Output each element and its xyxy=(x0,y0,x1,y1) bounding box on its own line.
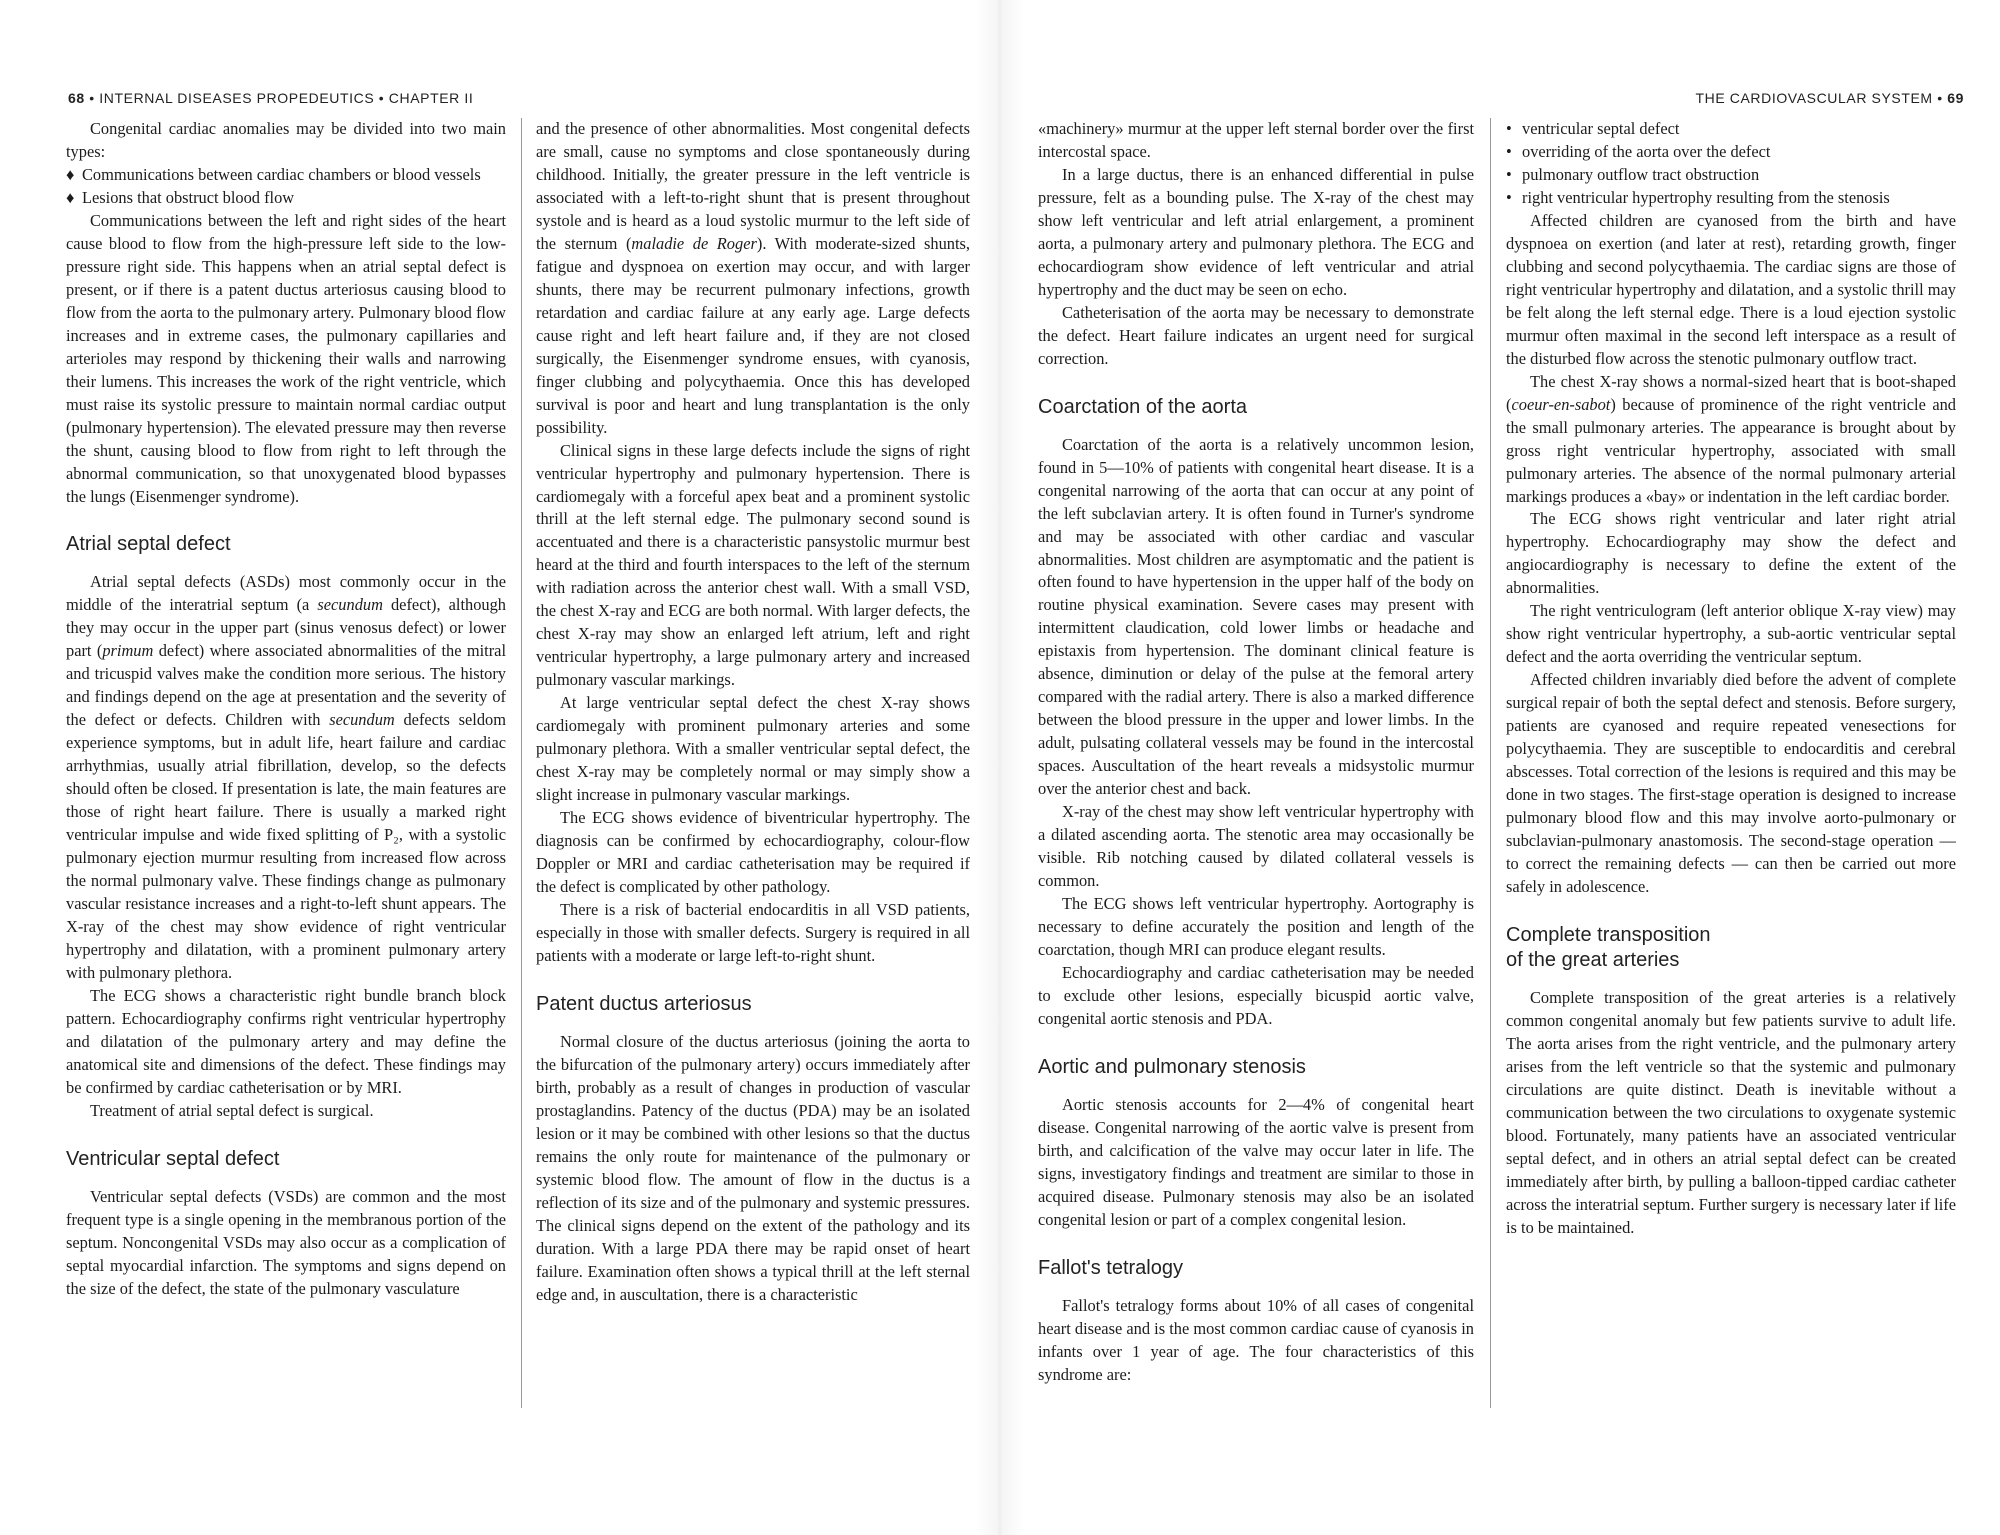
chapter-label: CHAPTER II xyxy=(388,90,474,106)
paragraph: At large ventricular septal defect the chest X-ray shows cardiomegaly with prominent pulmonary arteries and some pulmonary plethora. With a smaller ventricular septal defect, the chest X-ray may be completely normal or may simply show a slight increase in pulmonary vascular markings. xyxy=(536,693,970,805)
paragraph: Congenital cardiac anomalies may be divided into two main types: xyxy=(66,119,506,161)
page-number: 69 xyxy=(1947,90,1964,106)
running-head-separator: • xyxy=(378,90,385,106)
section-heading-ventricular-septal-defect: Ventricular septal defect xyxy=(66,1147,280,1170)
text-column-2 xyxy=(536,118,970,1523)
text-column-1 xyxy=(66,118,506,1523)
text-run: ). With moderate-sized shunts, fatigue and dyspnoea on exertion may occur, and with larger shunts, there may be recurrent pulmonary infections, growth retardation and cardiac failure at any early age. Large defects cause right and left heart failure and, if they are not closed surgically, the Eisenmenger syndrome ensues, with cyanosis, finger clubbing and polycythaemia. Once this has developed survival is poor and heart and lung transplantation is the only possibility. xyxy=(536,233,970,437)
list-item-text: pulmonary outflow tract obstruction xyxy=(1522,164,1760,184)
section-heading-atrial-septal-defect: Atrial septal defect xyxy=(66,533,231,556)
paragraph xyxy=(66,571,506,984)
list-item xyxy=(66,164,506,187)
paragraph: The ECG shows a characteristic right bundle branch block pattern. Echocardiography confirms right ventricular hypertrophy and dilatation of the pulmonary artery and may define the anatomical site and dimensions of the defect. These findings may be confirmed by cardiac catheterisation or by MRI. xyxy=(66,985,506,1097)
text-run: ) because of prominence of the right ventricle and the small pulmonary arteries. The appearance is brought about by gross right ventricular hypertrophy, associated with small pulmonary arteries. The absence of the normal pulmonary arterial markings produces a «bay» or indentation in the left cardiac border. xyxy=(1506,394,1956,506)
paragraph: X-ray of the chest may show left ventricular hypertrophy with a dilated ascending aorta. The stenotic area may occasionally be visible. Rib notching caused by dilated collateral vessels is common. xyxy=(1038,802,1474,891)
list-item xyxy=(1506,164,1956,187)
paragraph: «machinery» murmur at the upper left sternal border over the first intercostal space. xyxy=(1038,119,1474,161)
list-item-text: overriding of the aorta over the defect xyxy=(1522,141,1771,161)
list-item xyxy=(1506,141,1956,164)
paragraph xyxy=(1506,371,1956,509)
text-column-4 xyxy=(1506,118,1956,1523)
paragraph: Clinical signs in these large defects include the signs of right ventricular hypertrophy and pulmonary hypertension. There is cardiomegaly with a forceful apex beat and a prominent systolic thrill at the left sternal edge. The pulmonary second sound is accentuated and there is a characteristic pansystolic murmur best heard at the third and fourth interspaces to the left of the sternum with radiation across the anterior chest wall. With a small VSD, the chest X-ray and ECG are both normal. With larger defects, the chest X-ray may show an enlarged left atrium, left and right ventricular hypertrophy, a large pulmonary artery and increased pulmonary vascular markings. xyxy=(536,440,970,690)
heading-line: Complete transposition xyxy=(1506,923,1711,946)
text-run: and the presence of other abnormalities. Most congenital defects are small, cause no symptoms and close spontaneously during childhood. Initially, the greater pressure in the left ventricle is associated with a left-to-right shunt that is present throughout systole and is heard as a loud systolic murmur to the left side of the sternum ( xyxy=(536,119,970,253)
book-title: INTERNAL DISEASES PROPEDEUTICS xyxy=(99,90,375,106)
text-run: Atrial septal defects (ASDs) most commonly occur in the middle of the interatrial septum (a xyxy=(66,572,506,615)
heading-line: of the great arteries xyxy=(1506,948,1680,971)
running-head-right xyxy=(1695,90,1964,106)
section-heading-complete-transposition xyxy=(1506,923,1956,973)
dot-bullet-icon: • xyxy=(1506,119,1512,138)
fallot-characteristics-list xyxy=(1506,118,1956,210)
italic-term: secundum xyxy=(329,710,395,730)
section-heading-fallots-tetralogy: Fallot's tetralogy xyxy=(1038,1256,1183,1279)
italic-term: primum xyxy=(102,641,154,661)
paragraph: The ECG shows right ventricular and later right atrial hypertrophy. Echocardiography may show the defect and angiocardiography is necessary to define the extent of the abnormalities. xyxy=(1506,509,1956,598)
running-head-separator: • xyxy=(89,90,95,106)
running-head-left xyxy=(68,90,473,106)
column-divider xyxy=(521,118,522,1408)
dot-bullet-icon: • xyxy=(1506,187,1512,207)
diamond-bullet-icon: ♦ xyxy=(66,164,75,184)
paragraph: There is a risk of bacterial endocarditis in all VSD patients, especially in those with smaller defects. Surgery is required in all patients with a moderate or large left-to-right shunt. xyxy=(536,899,970,965)
paragraph: The ECG shows evidence of biventricular hypertrophy. The diagnosis can be confirmed by echocardiography, colour-flow Doppler or MRI and cardiac catheterisation may be required if the defect is complicated by other pathology. xyxy=(536,808,970,896)
section-heading-coarctation-of-the-aorta: Coarctation of the aorta xyxy=(1038,395,1248,418)
anomaly-types-list xyxy=(66,164,506,210)
paragraph: Affected children are cyanosed from the birth and have dyspnoea on exertion (and later at rest), retarding growth, finger clubbing and second polycythaemia. The cardiac signs are those of right ventricular hypertrophy and dilatation, and a systolic thrill may be felt along the left sternal edge. There is a loud ejection systolic murmur often maximal in the second left interspace as a result of the disturbed flow across the stenotic pulmonary outflow tract. xyxy=(1506,210,1956,368)
column-divider xyxy=(1490,118,1491,1408)
running-head-separator: • xyxy=(1937,90,1943,106)
paragraph: Echocardiography and cardiac catheterisation may be needed to exclude other lesions, especially bicuspid aortic valve, congenital aortic stenosis and PDA. xyxy=(1038,962,1474,1028)
dot-bullet-icon: • xyxy=(1506,164,1512,184)
paragraph: Normal closure of the ductus arteriosus (joining the aorta to the bifurcation of the pulmonary artery) occurs immediately after birth, probably as a result of changes in production of vascular prostaglandins. Patency of the ductus (PDA) may be an isolated lesion or it may be combined with other lesions so that the ductus remains the only route for maintenance of the pulmonary or systemic blood flow. The amount of flow in the ductus is a reflection of its size and of the pulmonary and systemic pressures. The clinical signs depend on the extent of the pathology and its duration. With a large PDA there may be rapid onset of heart failure. Examination often shows a typical thrill at the left sternal edge and, in auscultation, there is a characteristic xyxy=(536,1031,970,1304)
italic-term: maladie de Roger xyxy=(631,233,757,253)
text-run: The chest X-ray shows a normal-sized heart that is boot-shaped ( xyxy=(1506,371,1956,414)
text-run: defect) where associated abnormalities of the mitral and tricuspid valves make the condition more serious. The history and findings depend on the age at presentation and the severity of the defect or defects. Children with xyxy=(66,641,506,730)
paragraph: Ventricular septal defects (VSDs) are common and the most frequent type is a single opening in the membranous portion of the septum. Noncongenital VSDs may also occur as a complication of septal myocardial infarction. The symptoms and signs depend on the size of the defect, the state of the pulmonary vasculature xyxy=(66,1186,506,1298)
italic-term: secundum xyxy=(317,595,383,615)
page-number: 68 xyxy=(68,90,85,106)
paragraph: The right ventriculogram (left anterior oblique X-ray view) may show right ventricular hypertrophy, a sub-aortic ventricular septal defect and the aorta overriding the ventricular septum. xyxy=(1506,601,1956,667)
paragraph: Coarctation of the aorta is a relatively uncommon lesion, found in 5—10% of patients with congenital heart disease. It is a congenital narrowing of the aorta that can occur at any point of the left subclavian artery. It is often found in Turner's syndrome and may be associated with other cardiac and vascular abnormalities. Most children are asymptomatic and the patient is often found to have hypertension in the upper half of the body on routine physical examination. Severe cases may present with intermittent claudication, cold lower limbs or headache and epistaxis from hypertension. The dominant clinical feature is absence, diminution or delay of the pulse at the femoral artery compared with the radial artery. There is also a marked difference between the blood pressure in the upper and lower limbs. In the adult, pulsating collateral vessels may be found in the intercostal spaces. Auscultation of the heart reveals a midsystolic murmur over the anterior chest and back. xyxy=(1038,434,1474,799)
page-69 xyxy=(1000,0,2000,1535)
paragraph: The ECG shows left ventricular hypertrophy. Aortography is necessary to define accurately the position and length of the coarctation, though MRI can produce elegant results. xyxy=(1038,894,1474,959)
section-heading-patent-ductus-arteriosus: Patent ductus arteriosus xyxy=(536,992,752,1015)
list-item xyxy=(1506,187,1956,210)
text-run: defects seldom experience symptoms, but in adult life, heart failure and cardiac arrhythmias, usually atrial fibrillation, develop, so the defects should often be closed. If presentation is late, the main features are those of right heart failure. There is usually a marked right ventricular impulse and wide fixed splitting of P₂, with a systolic pulmonary ejection murmur resulting from increased flow across the normal pulmonary valve. These findings change as pulmonary vascular resistance increases and a right-to-left shunt appears. The X-ray of the chest may show evidence of right ventricular hypertrophy and dilatation, with a prominent pulmonary artery with pulmonary plethora. xyxy=(66,710,506,982)
section-heading-aortic-pulmonary-stenosis: Aortic and pulmonary stenosis xyxy=(1038,1055,1306,1078)
paragraph: Fallot's tetralogy forms about 10% of all cases of congenital heart disease and is the most common cardiac cause of cyanosis in infants over 1 year of age. The four characteristics of this syndrome are: xyxy=(1038,1295,1474,1384)
paragraph: Treatment of atrial septal defect is surgical. xyxy=(90,1100,374,1120)
list-item xyxy=(66,187,506,210)
list-item-text: Communications between cardiac chambers or blood vessels xyxy=(82,164,481,184)
text-column-3 xyxy=(1038,118,1474,1523)
dot-bullet-icon: • xyxy=(1506,141,1512,161)
diamond-bullet-icon: ♦ xyxy=(66,187,75,207)
paragraph: Affected children invariably died before the advent of complete surgical repair of both the septal defect and stenosis. Before surgery, patients are cyanosed and require repeated venesections for polycythaemia. They are susceptible to endocarditis and cerebral abscesses. Total correction of the lesions is required and this may be done in two stages. The first-stage operation is designed to increase pulmonary blood flow and this may involve aorto-pulmonary or subclavian-pulmonary anastomosis. The second-stage operation — to correct the remaining defects — can then be carried out more safely in adolescence. xyxy=(1506,670,1956,896)
italic-term: coeur-en-sabot xyxy=(1511,394,1611,414)
paragraph: In a large ductus, there is an enhanced differential in pulse pressure, felt as a bounding pulse. The X-ray of the chest may show left ventricular and left atrial enlargement, a prominent aorta, a pulmonary artery and pulmonary plethora. The ECG and echocardiogram show evidence of left ventricular and atrial hypertrophy and the duct may be seen on echo. xyxy=(1038,164,1474,299)
paragraph: Communications between the left and right sides of the heart cause blood to flow from the high-pressure left side to the low-pressure right side. This happens when an atrial septal defect is present, or if there is a patent ductus arteriosus causing blood to flow from the aorta to the pulmonary artery. Pulmonary blood flow increases and in extreme cases, the pulmonary capillaries and arterioles may respond by thickening their walls and narrowing their lumens. This increases the work of the right ventricle, which must raise its systolic pressure to maintain normal cardiac output (pulmonary hypertension). The elevated pressure may then reverse the shunt, causing blood to flow from right to left through the abnormal communication, so that unoxygenated blood bypasses the lungs (Eisenmenger syndrome). xyxy=(66,210,506,506)
paragraph: Catheterisation of the aorta may be necessary to demonstrate the defect. Heart failure indicates an urgent need for surgical correction. xyxy=(1038,302,1474,368)
list-item-text: right ventricular hypertrophy resulting from the stenosis xyxy=(1522,187,1890,207)
section-title: THE CARDIOVASCULAR SYSTEM xyxy=(1695,90,1933,106)
list-item-text: Lesions that obstruct blood flow xyxy=(82,187,295,207)
text-run: defect), although they may occur in the upper part (sinus venosus defect) or lower part ( xyxy=(66,595,506,661)
list-item xyxy=(1506,118,1956,141)
paragraph: Aortic stenosis accounts for 2—4% of congenital heart disease. Congenital narrowing of the aortic valve is present from birth, and calcification of the valve may occur later in life. The signs, investigatory findings and treatment are similar to those in acquired disease. Pulmonary stenosis may also be an isolated congenital lesion or part of a complex congenital lesion. xyxy=(1038,1094,1474,1229)
paragraph xyxy=(536,118,970,440)
list-item-text: ventricular septal defect xyxy=(1522,119,1680,138)
paragraph: Complete transposition of the great arteries is a relatively common congenital anomaly but few patients survive to adult life. The aorta arises from the right ventricle, and the pulmonary artery arises from the left ventricle so that the systemic and pulmonary circulations are quite distinct. Death is inevitable without a communication between the two circulations to oxygenate systemic blood. Fortunately, many patients have an associated ventricular septal defect, and in others an atrial septal defect can be created immediately after birth, by pulling a balloon-tipped cardiac catheter across the interatrial septum. Further surgery is necessary later if life is to be maintained. xyxy=(1506,987,1956,1237)
